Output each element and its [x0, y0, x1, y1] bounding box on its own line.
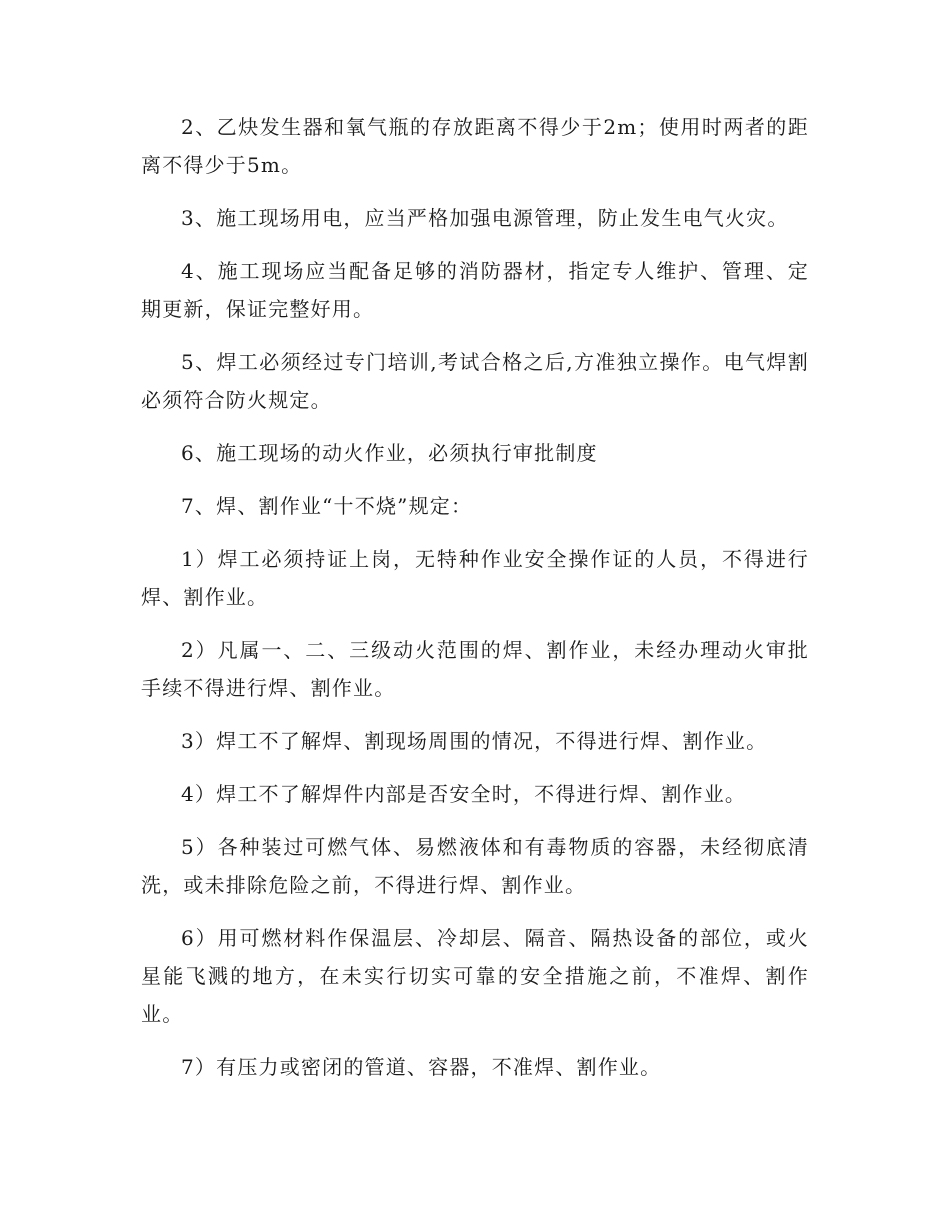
- paragraph-rule-4: 4）焊工不了解焊件内部是否安全时，不得进行焊、割作业。: [181, 782, 747, 806]
- paragraph-welder-training: 5、焊工必须经过专门培训,考试合格之后,方准独立操作。电气焊割必须符合防火规定。: [141, 350, 809, 412]
- paragraph-rule-1: 1）焊工必须持证上岗，无特种作业安全操作证的人员，不得进行焊、割作业。: [141, 547, 809, 609]
- paragraph-acetylene-distance: 2、乙炔发生器和氧气瓶的存放距离不得少于2m；使用时两者的距离不得少于5m。: [141, 115, 809, 177]
- paragraph-rule-7: 7）有压力或密闭的管道、容器，不准焊、割作业。: [181, 1055, 662, 1079]
- paragraph-fire-equipment: 4、施工现场应当配备足够的消防器材，指定专人维护、管理、定期更新，保证完整好用。: [141, 259, 809, 321]
- paragraph-electricity-management: 3、施工现场用电，应当严格加强电源管理，防止发生电气火灾。: [181, 206, 789, 230]
- paragraph-rule-6: 6）用可燃材料作保温层、冷却层、隔音、隔热设备的部位，或火星能飞溅的地方，在未实行切实可靠的安全措施之前，不准焊、割作业。: [141, 926, 809, 1026]
- document-body: [141, 108, 809, 1101]
- paragraph-rule-3: 3）焊工不了解焊、割现场周围的情况，不得进行焊、割作业。: [181, 729, 768, 753]
- paragraph-rule-5: 5）各种装过可燃气体、易燃液体和有毒物质的容器，未经彻底清洗，或未排除危险之前，不得进行焊、割作业。: [141, 835, 809, 897]
- paragraph-ten-no-burn-heading: 7、焊、割作业“十不烧”规定：: [181, 494, 473, 518]
- paragraph-hot-work-approval: 6、施工现场的动火作业，必须执行审批制度: [181, 441, 598, 465]
- paragraph-rule-2: 2）凡属一、二、三级动火范围的焊、割作业，未经办理动火审批手续不得进行焊、割作业。: [141, 638, 809, 700]
